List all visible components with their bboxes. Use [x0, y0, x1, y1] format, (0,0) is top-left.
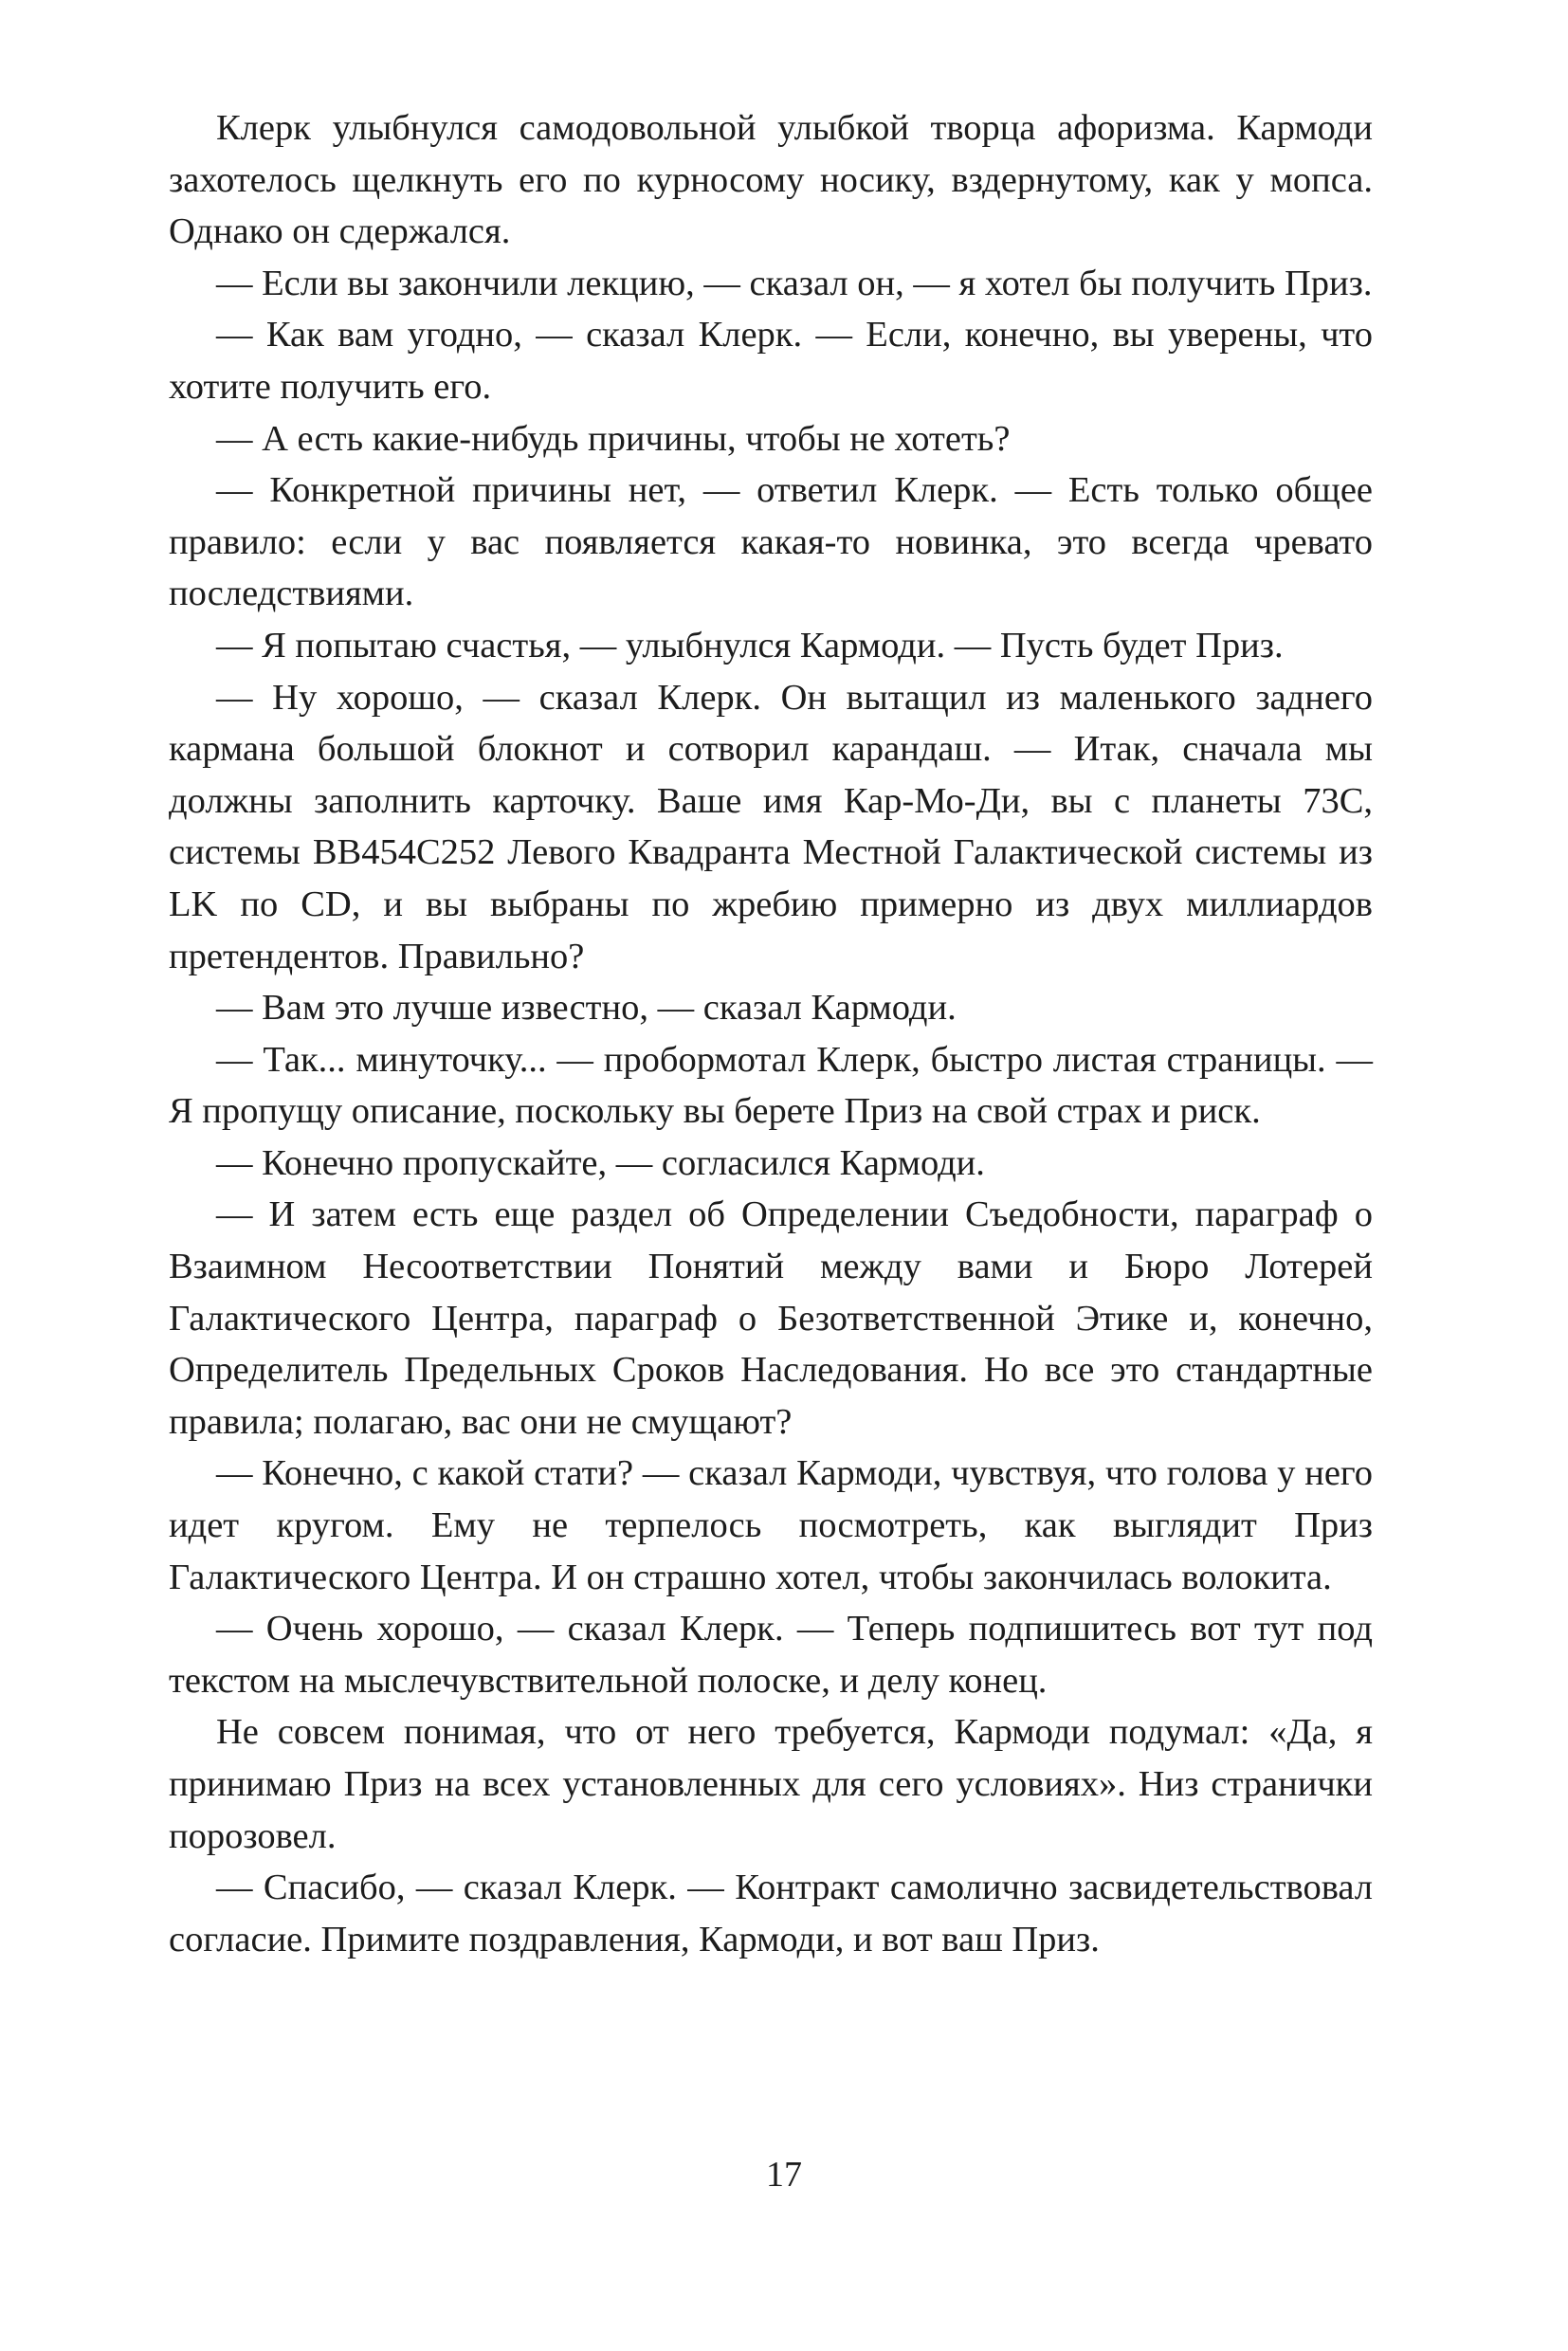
page-number: 17: [766, 2155, 802, 2195]
paragraph: — Очень хорошо, — сказал Клерк. — Теперь подпишитесь вот тут под текстом на мыслечувствительной полоске, и делу конец.: [169, 1609, 1373, 1701]
paragraph: — Как вам угодно, — сказал Клерк. — Если, конечно, вы уверены, что хотите получить его.: [169, 315, 1373, 407]
paragraph: — Я попытаю счастья, — улыбнулся Кармоди. — Пусть будет Приз.: [216, 625, 1284, 665]
page-body: [169, 102, 1373, 1965]
paragraph: — Спасибо, — сказал Клерк. — Контракт самолично засвидетельствовал согласие. Примите поздравления, Кармоди, и вот ваш Приз.: [169, 1868, 1373, 1959]
paragraph: — Конечно пропускайте, — согласился Кармоди.: [216, 1142, 985, 1183]
paragraph: — Ну хорошо, — сказал Клерк. Он вытащил из маленького заднего кармана большой блокнот и сотворил карандаш. — Итак, сначала мы должны заполнить карточку. Ваше имя Кар-Мо-Ди, вы с планеты 73С, системы ВВ454С252 Левого Квадранта Местной Галактической системы из LK по CD, и вы выбраны по жребию примерно из двух миллиардов претендентов. Правильно?: [169, 677, 1373, 976]
paragraph: — Вам это лучше известно, — сказал Кармоди.: [216, 988, 957, 1029]
paragraph: — А есть какие-нибудь причины, чтобы не хотеть?: [216, 418, 1011, 459]
paragraph: Клерк улыбнулся самодовольной улыбкой творца афоризма. Кармоди захотелось щелкнуть его по курносому носику, вздернутому, как у мопса. Однако он сдержался.: [169, 108, 1373, 252]
paragraph: Не совсем понимая, что от него требуется, Кармоди подумал: «Да, я принимаю Приз на всех установленных для сего условиях». Низ странички порозовел.: [169, 1712, 1373, 1856]
paragraph: — И затем есть еще раздел об Определении Съедобности, параграф о Взаимном Несоответствии Понятий между вами и Бюро Лотерей Галактического Центра, параграф о Безответственной Этике и, конечно, Определитель Предельных Сроков Наследования. Но все это стандартные правила; полагаю, вас они не смущают?: [169, 1194, 1373, 1442]
paragraph: — Конкретной причины нет, — ответил Клерк. — Есть только общее правило: если у вас появляется какая-то новинка, это всегда чревато последствиями.: [169, 470, 1373, 614]
paragraph: — Так... минуточку... — пробормотал Клерк, быстро листая страницы. — Я пропущу описание, поскольку вы берете Приз на свой страх и риск.: [169, 1039, 1373, 1132]
paragraph: — Если вы закончили лекцию, — сказал он, — я хотел бы получить Приз.: [216, 263, 1373, 303]
paragraph: — Конечно, с какой стати? — сказал Кармоди, чувствуя, что голова у него идет кругом. Ему не терпелось посмотреть, как выглядит Приз Галактического Центра. И он страшно хотел, чтобы закончилась волокита.: [169, 1453, 1373, 1597]
